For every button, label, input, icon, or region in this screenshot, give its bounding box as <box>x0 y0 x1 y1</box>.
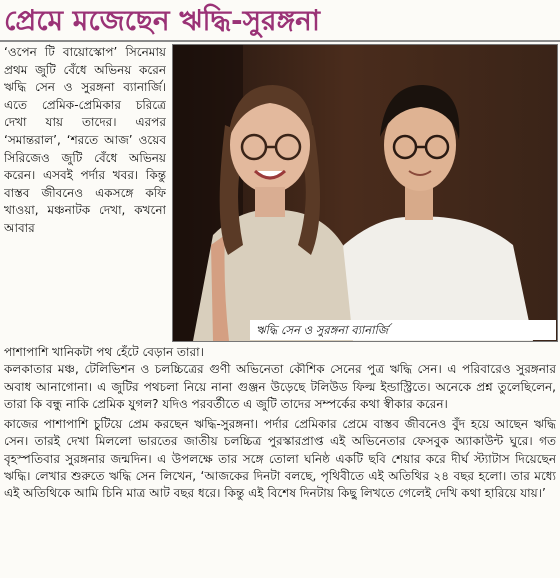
article-paragraph <box>4 344 556 416</box>
birthday-paragraph: কাজের পাশাপাশি চুটিয়ে প্রেম করছেন ঋদ্ধি-সুরঙ্গনা। পর্দার প্রেমিকার প্রেমে বাস্তব জীবনেও বুঁদ হয়ে আছেন ঋদ্ধি সেন। তারই দেখা মিললো ভারতের জাতীয় চলচ্চিত্র পুরস্কারপ্রাপ্ত এই অভিনেতার ফেসবুক অ্যাকাউন্ট ঘুরে। গত বৃহস্পতিবার সুরঙ্গনার জন্মদিন। এ উপলক্ষে তার সঙ্গে তোলা ঘনিষ্ঠ একটি ছবি শেয়ার করে দীর্ঘ স্ট্যাটাস দিয়েছেন ঋদ্ধি। লেখার শুরুতে ঋদ্ধি সেন লিখেন, ‘আজকের দিনটা বলছে, পৃথিবীতে এই অতিথির ২৪ বছর হলো। তার মধ্যে এই অতিথিকে আমি চিনি মাত্র আট বছর ধরে। কিন্তু এই বিশেষ দিনটায় কিছু লিখতে গেলেই দেখি কথা হারিয়ে যায়।’ <box>4 417 556 501</box>
background-paragraph: কলকাতার মঞ্চ, টেলিভিশন ও চলচ্চিত্রের গুণী অভিনেতা কৌশিক সেনের পুত্র ঋদ্ধি সেন। এ পরিবারেও সুরঙ্গনার অবাধ আনাগোনা। এ জুটির পথচলা নিয়ে নানা গুঞ্জন উড়েছে টলিউড ফিল্ম ইন্ডাস্ট্রিতে। অনেকে প্রশ্ন তুলেছিলেন, তারা কি বন্ধু নাকি প্রেমিক যুগল? যদিও পরবর্তীতে এ জুটি তাদের সম্পর্কের কথা স্বীকার করেন। <box>4 362 556 411</box>
headline: প্রেমে মজেছেন ঋদ্ধি-সুরঙ্গনা <box>4 4 320 37</box>
couple-photo <box>172 44 558 342</box>
intro-tail: পাশাপাশি খানিকটা পথ হেঁটে বেড়ান তারা। <box>4 345 204 359</box>
intro-column: ‘ওপেন টি বায়োস্কোপ’ সিনেমায় প্রথম জুটি বেঁধে অভিনয় করেন ঋদ্ধি সেন ও সুরঙ্গনা ব্যানার্জি। এতে প্রেমিক-প্রেমিকার চরিত্রে দেখা যায় তাদের। এরপর ‘সমান্তরাল’, ‘শরতে আজ’ ওয়েব সিরিজেও জুটি বেঁধে অভিনয় করেন। এসবই পর্দার খবর। কিন্তু বাস্তব জীবনেও একসঙ্গে কফি খাওয়া, মঞ্চনাটক দেখা, কখনো আবার <box>4 45 166 235</box>
photo-caption: ঋদ্ধি সেন ও সুরঙ্গনা ব্যানার্জি <box>250 320 556 340</box>
couple-photo-illustration <box>173 45 557 341</box>
headline-divider <box>0 40 560 42</box>
